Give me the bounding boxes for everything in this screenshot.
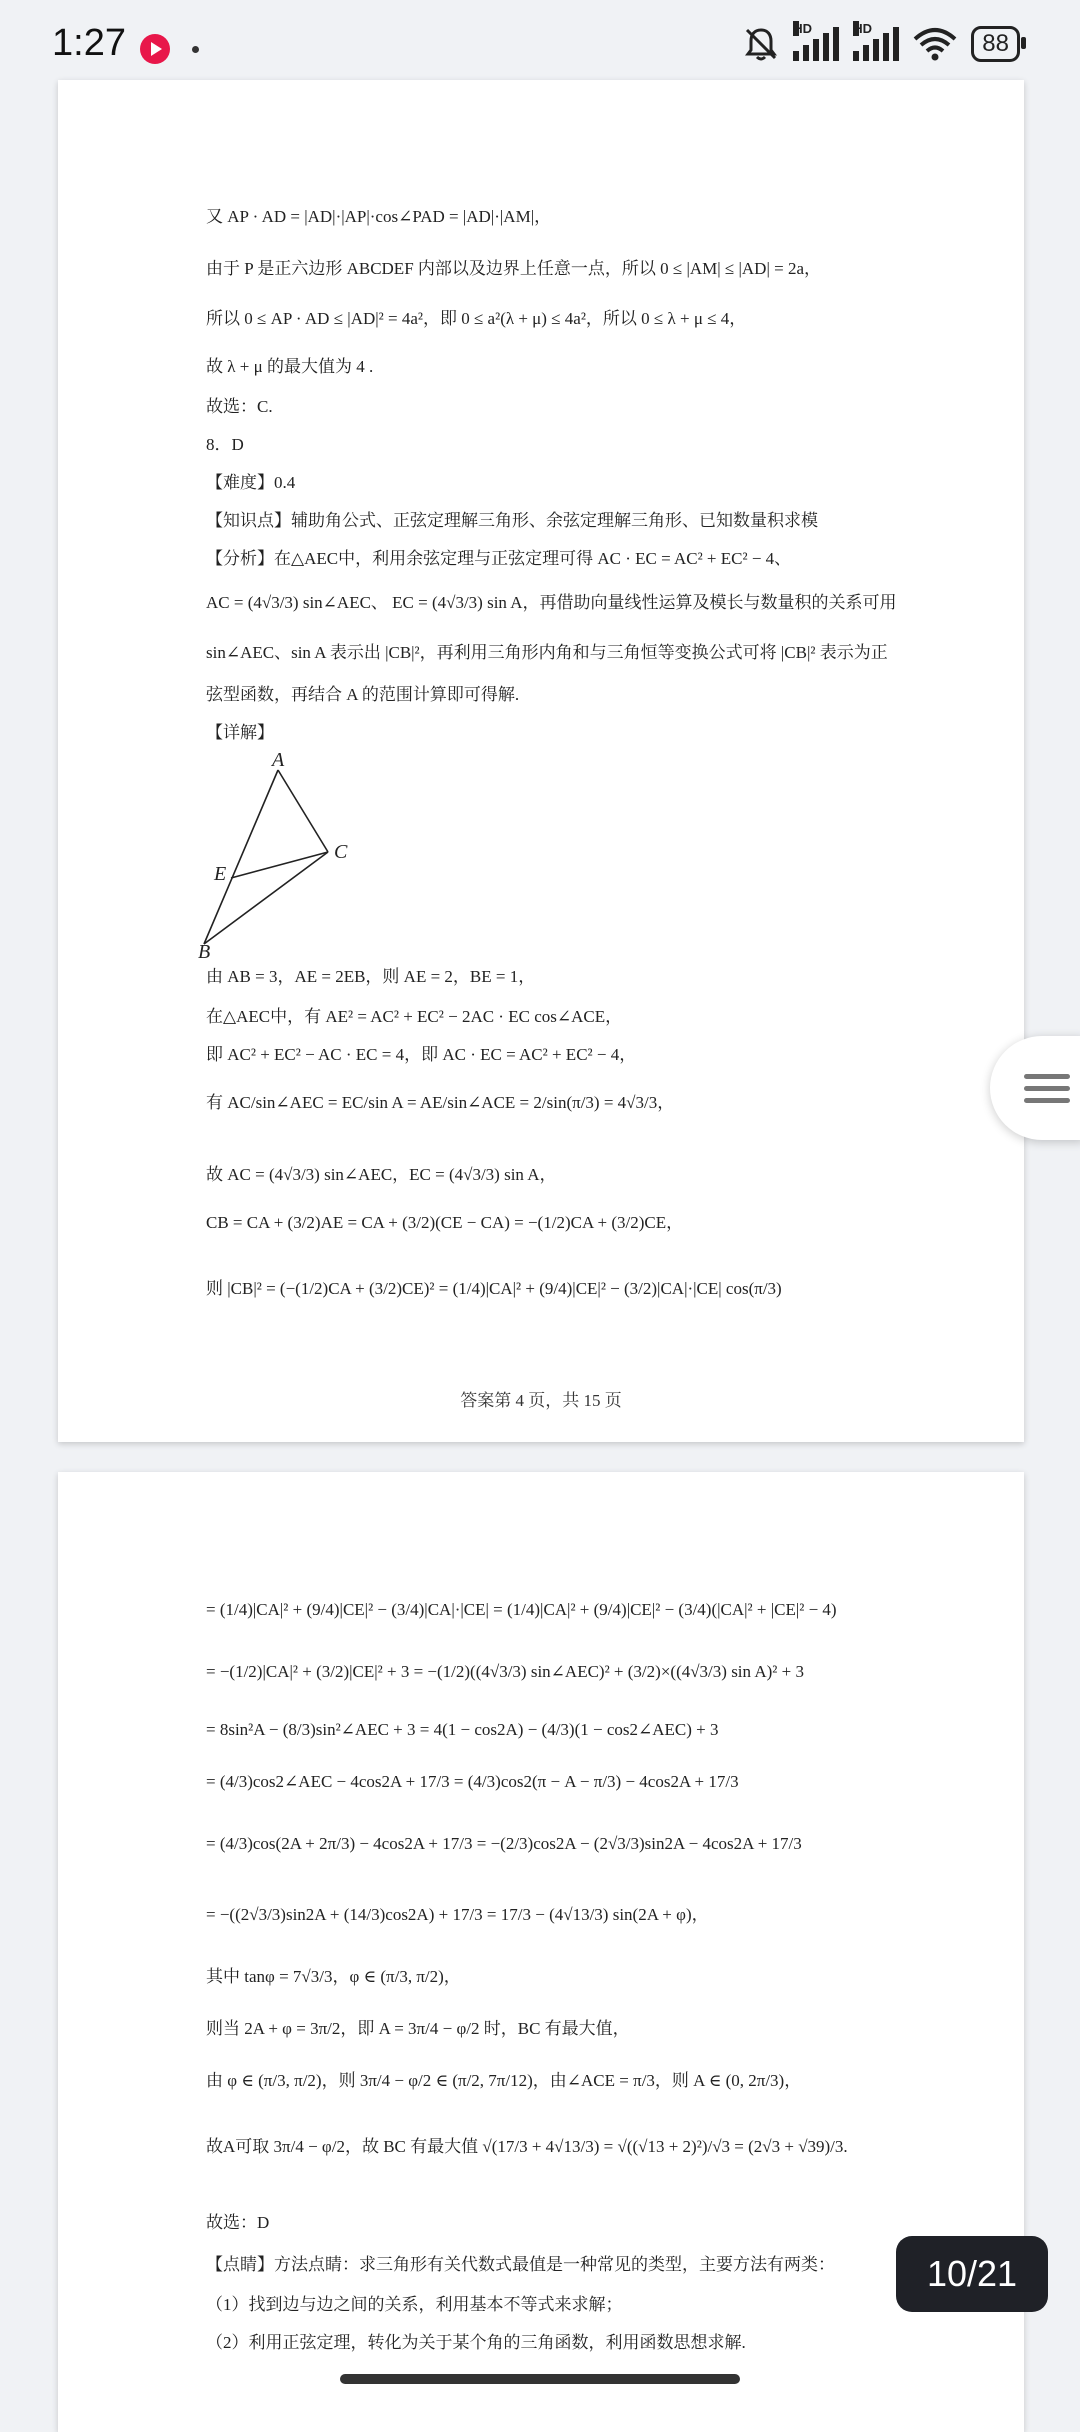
answer-choice-line: 故选：D <box>206 2213 270 2232</box>
detail-heading: 【详解】 <box>206 723 274 742</box>
difficulty-line: 【难度】0.4 <box>206 473 296 492</box>
menu-icon-bar <box>1024 1086 1070 1091</box>
text-line: 有 AC/sin∠AEC = EC/sin A = AE/sin∠ACE = 2/sin(π/3) = 4√3/3， <box>206 1093 675 1112</box>
text-line: = 8sin²A − (8/3)sin²∠AEC + 3 = 4(1 − cos2A) − (4/3)(1 − cos2∠AEC) + 3 <box>206 1720 719 1739</box>
text-line: = (1/4)|CA|² + (9/4)|CE|² − (3/4)|CA|·|CE| = (1/4)|CA|² + (9/4)|CE|² − (3/4)(|CA|² + |CE|² − 4) <box>206 1600 837 1619</box>
text-line: 故选：C. <box>206 397 273 416</box>
document-page-4 <box>58 80 1024 1442</box>
video-app-icon <box>140 34 170 64</box>
menu-icon-bar <box>1024 1098 1070 1103</box>
vertex-label-c: C <box>334 841 348 863</box>
text-line: AC = (4√3/3) sin∠AEC、 EC = (4√3/3) sin A，再借助向量线性运算及模长与数量积的关系可用 <box>206 593 897 612</box>
notification-dot-icon <box>192 46 199 53</box>
hd-label-2: HD <box>853 21 873 36</box>
vertex-label-a: A <box>272 750 285 771</box>
vertex-label-e: E <box>214 863 227 885</box>
status-time: 1:27 <box>52 22 126 64</box>
wifi-icon <box>913 27 957 61</box>
signal-strength-icon-1 <box>793 21 839 61</box>
text-line: 故 AC = (4√3/3) sin∠AEC，EC = (4√3/3) sin A， <box>206 1165 557 1184</box>
text-line: = (4/3)cos(2A + 2π/3) − 4cos2A + 17/3 = −(2/3)cos2A − (2√3/3)sin2A − 4cos2A + 17/3 <box>206 1834 802 1853</box>
status-icons <box>743 21 1020 62</box>
answer-number: 8．D <box>206 435 244 454</box>
text-line: （1）找到边与边之间的关系，利用基本不等式来求解； <box>206 2295 623 2314</box>
analysis-line: 【分析】在△AEC中，利用余弦定理与正弦定理可得 AC · EC = AC² + EC² − 4、 <box>206 549 792 568</box>
text-line: 由于 P 是正六边形 ABCDEF 内部以及边界上任意一点，所以 0 ≤ |AM| ≤ |AD| = 2a， <box>206 259 821 278</box>
text-line: 故 λ + μ 的最大值为 4 . <box>206 357 374 376</box>
text-line: 故A可取 3π/4 − φ/2，故 BC 有最大值 √(17/3 + 4√13/3) = √((√13 + 2)²)/√3 = (2√3 + √39)/3. <box>206 2137 848 2156</box>
home-gesture-bar[interactable] <box>340 2374 740 2384</box>
text-line: 则当 2A + φ = 3π/2，即 A = 3π/4 − φ/2 时，BC 有最大值， <box>206 2019 630 2038</box>
text-line: 由 φ ∈ (π/3, π/2)，则 3π/4 − φ/2 ∈ (π/2, 7π/12)，由∠ACE = π/3，则 A ∈ (0, 2π/3)， <box>206 2071 802 2090</box>
hd-label-1: HD <box>793 21 813 36</box>
battery-indicator: 88 <box>971 26 1020 62</box>
text-line: 其中 tanφ = 7√3/3，φ ∈ (π/3, π/2)， <box>206 1967 461 1986</box>
text-line: 又 AP · AD = |AD|·|AP|·cos∠PAD = |AD|·|AM|， <box>206 207 552 226</box>
text-line: = (4/3)cos2∠AEC − 4cos2A + 17/3 = (4/3)cos2(π − A − π/3) − 4cos2A + 17/3 <box>206 1772 739 1791</box>
silent-bell-icon <box>743 26 779 62</box>
text-line: 由 AB = 3，AE = 2EB，则 AE = 2，BE = 1， <box>206 967 536 986</box>
text-line: 在△AEC中，有 AE² = AC² + EC² − 2AC · EC cos∠ACE， <box>206 1007 623 1026</box>
triangle-figure <box>198 750 378 960</box>
document-page-5 <box>58 1472 1024 2432</box>
text-line: 则 |CB|² = (−(1/2)CA + (3/2)CE)² = (1/4)|CA|² + (9/4)|CE|² − (3/2)|CA|·|CE| cos(π/3) <box>206 1279 782 1298</box>
menu-icon-bar <box>1024 1074 1070 1079</box>
text-line: = −((2√3/3)sin2A + (14/3)cos2A) + 17/3 = 17/3 − (4√13/3) sin(2A + φ)， <box>206 1905 709 1924</box>
page-indicator: 10/21 <box>896 2236 1048 2312</box>
method-tip-line: 【点睛】方法点睛：求三角形有关代数式最值是一种常见的类型，主要方法有两类： <box>206 2255 835 2274</box>
text-line: sin∠AEC、sin A 表示出 |CB|²，再利用三角形内角和与三角恒等变换公式可将 |CB|² 表示为正 <box>206 643 888 662</box>
text-line: 即 AC² + EC² − AC · EC = 4，即 AC · EC = AC² + EC² − 4， <box>206 1045 637 1064</box>
vertex-label-b: B <box>198 941 211 960</box>
knowledge-points-line: 【知识点】辅助角公式、正弦定理解三角形、余弦定理解三角形、已知数量积求模 <box>206 511 818 530</box>
signal-strength-icon-2 <box>853 21 899 61</box>
text-line: 所以 0 ≤ AP · AD ≤ |AD|² = 4a²，即 0 ≤ a²(λ + μ) ≤ 4a²，所以 0 ≤ λ + μ ≤ 4， <box>206 309 747 328</box>
text-line: CB = CA + (3/2)AE = CA + (3/2)(CE − CA) = −(1/2)CA + (3/2)CE， <box>206 1213 684 1232</box>
text-line: = −(1/2)|CA|² + (3/2)|CE|² + 3 = −(1/2)((4√3/3) sin∠AEC)² + (3/2)×((4√3/3) sin A)² + 3 <box>206 1662 804 1681</box>
text-line: （2）利用正弦定理，转化为关于某个角的三角函数，利用函数思想求解. <box>206 2333 746 2352</box>
page-footer: 答案第 4 页，共 15 页 <box>460 1391 622 1410</box>
text-line: 弦型函数，再结合 A 的范围计算即可得解. <box>206 685 520 704</box>
status-bar <box>0 0 1080 80</box>
